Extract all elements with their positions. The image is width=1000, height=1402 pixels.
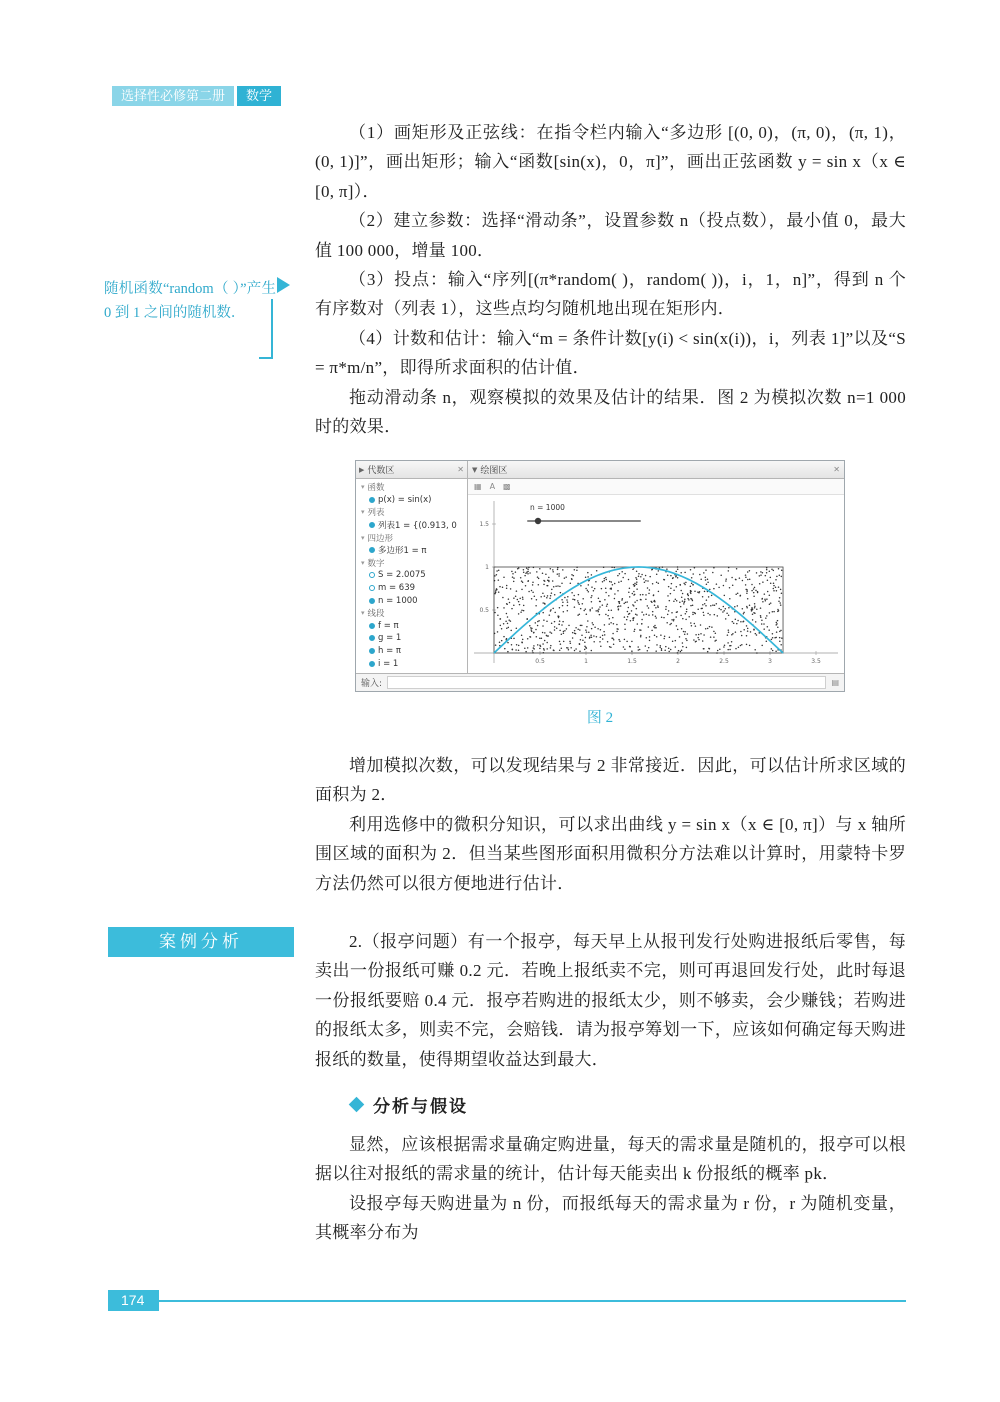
input-bar-label: 输入: (361, 679, 383, 689)
algebra-view-label: 代数区 (367, 466, 395, 476)
geogebra-window (355, 460, 845, 692)
algebra-item[interactable] (356, 594, 467, 607)
algebra-view-panel (356, 479, 468, 673)
paragraph-step-5: 拖动滑动条 n，观察模拟的效果及估计的结果．图 2 为模拟次数 n=1 000 时的效果． (315, 387, 906, 437)
series-badge: 选择性必修第二册 (112, 86, 234, 106)
note-connector-line (259, 299, 273, 359)
visibility-toggle-icon[interactable] (369, 661, 375, 667)
svg-text:2: 2 (676, 658, 680, 665)
visibility-toggle-icon[interactable] (369, 635, 375, 641)
visibility-toggle-icon[interactable] (369, 623, 375, 629)
subject-badge: 数学 (237, 86, 281, 106)
subsection-label: 分析与假设 (373, 1097, 468, 1116)
note-pointer-icon (277, 277, 290, 293)
analysis-text-block (315, 1130, 906, 1248)
color-style-icon[interactable]: ▩ (503, 482, 511, 491)
algebra-item[interactable] (356, 632, 467, 645)
text-style-icon[interactable]: A (489, 482, 496, 491)
page-number: 174 (108, 1290, 159, 1311)
geogebra-titlebar (356, 461, 844, 479)
diamond-bullet-icon (349, 1097, 365, 1113)
algebra-item[interactable] (356, 582, 467, 595)
algebra-item-label: i = 1 (378, 658, 399, 669)
algebra-item-label: f = π (378, 620, 399, 631)
algebra-category[interactable] (356, 557, 467, 570)
graphics-view-title[interactable] (468, 461, 844, 478)
algebra-item[interactable] (356, 645, 467, 658)
figure-caption: 图 2 (586, 710, 614, 726)
algebra-category-label: 线段 (367, 609, 385, 620)
input-menu-icon[interactable]: ▤ (831, 678, 839, 687)
paragraph-step-4: （4）计数和估计：输入“m = 条件计数[y(i) < sin(x(i))，i，列表 1]”以及“S = π*m/n”，即得所求面积的估计值． (315, 328, 906, 378)
algebra-item-label: p(x) = sin(x) (378, 494, 432, 505)
algebra-category[interactable] (356, 607, 467, 620)
collapse-icon[interactable]: ▾ (361, 609, 365, 618)
graphics-stylebar (468, 479, 844, 495)
command-input-field[interactable] (387, 676, 826, 689)
algebra-item[interactable] (356, 494, 467, 507)
algebra-item-label: 列表1 = {(0.913, 0 (378, 521, 457, 532)
algebra-view-title[interactable] (356, 461, 468, 478)
paragraph-analysis-1: 显然，应该根据需求量确定购进量，每天的需求量是随机的，报亭可以根据以往对报纸的需求量的统计，估计每天能卖出 k 份报纸的概率 pk． (315, 1135, 906, 1184)
footer-rule (108, 1300, 906, 1302)
visibility-toggle-icon[interactable] (369, 648, 375, 654)
algebra-item-label: 多边形1 = π (378, 546, 427, 557)
algebra-category-label: 数字 (367, 558, 385, 569)
svg-text:3: 3 (768, 658, 772, 665)
svg-text:1: 1 (485, 564, 489, 572)
close-icon[interactable]: ✕ (457, 465, 464, 474)
case-analysis-box: 案例分析 (108, 927, 294, 957)
problem-text-block (315, 927, 906, 1074)
graphics-view-label: 绘图区 (480, 466, 508, 476)
grid-icon[interactable]: ▦ (474, 482, 482, 491)
visibility-toggle-icon[interactable] (369, 598, 375, 604)
graphics-view-panel (468, 479, 844, 673)
collapse-icon[interactable]: ▾ (361, 533, 365, 542)
algebra-item-label: g = 1 (378, 633, 402, 644)
monte-carlo-plot[interactable] (468, 495, 844, 673)
algebra-item[interactable] (356, 544, 467, 557)
visibility-toggle-icon[interactable] (369, 547, 375, 553)
input-bar[interactable] (356, 673, 844, 691)
paragraph-step-1: （1）画矩形及正弦线：在指令栏内输入“多边形 [(0, 0)，(π, 0)，(π, 1)，(0, 1)]”，画出矩形；输入“函数[sin(x)，0，π]”，画出正弦函数 y = sin x（x ∈ [0, π]）． (315, 123, 906, 201)
algebra-category-label: 四边形 (367, 533, 394, 544)
svg-text:3.5: 3.5 (811, 658, 821, 665)
algebra-category-label: 函数 (367, 483, 385, 494)
algebra-item-label: n = 1000 (378, 595, 418, 606)
paragraph-analysis-2: 设报亭每天购进量为 n 份，而报纸每天的需求量为 r 份，r 为随机变量，其概率分布为 (315, 1193, 906, 1243)
svg-text:1: 1 (584, 658, 588, 665)
algebra-item[interactable] (356, 620, 467, 633)
visibility-toggle-icon[interactable] (369, 522, 375, 528)
svg-text:1.5: 1.5 (479, 521, 489, 529)
collapse-icon[interactable]: ▾ (361, 483, 365, 492)
svg-text:0.5: 0.5 (535, 658, 545, 665)
svg-text:2.5: 2.5 (719, 658, 729, 665)
visibility-toggle-icon[interactable] (369, 585, 375, 591)
result-text-block (315, 751, 906, 898)
svg-text:n = 1000: n = 1000 (530, 503, 565, 512)
algebra-item[interactable] (356, 519, 467, 532)
visibility-toggle-icon[interactable] (369, 572, 375, 578)
collapse-icon[interactable]: ▾ (361, 508, 365, 517)
algebra-category[interactable] (356, 506, 467, 519)
page-header (112, 86, 281, 106)
algebra-category-label: 列表 (367, 508, 385, 519)
algebra-category[interactable] (356, 531, 467, 544)
algebra-item-label: h = π (378, 646, 402, 657)
subsection-heading (351, 1092, 468, 1117)
paragraph-problem: 2.（报亭问题）有一个报亭，每天早上从报刊发行处购进报纸后零售，每卖出一份报纸可赚 0.2 元．若晚上报纸卖不完，则可再退回发行处，此时每退一份报纸要赔 0.4 元．报亭若购进的报纸太少，则不够卖，会少赚钱；若购进的报纸太多，则卖不完，会赔钱．请为报亭筹划一下，应该如何确定每天购进报纸的数量，使得期望收益达到最大． (315, 932, 906, 1069)
paragraph-step-2: （2）建立参数：选择“滑动条”，设置参数 n（投点数），最小值 0，最大值 100 000，增量 100． (315, 211, 906, 260)
steps-text-block (315, 118, 906, 441)
paragraph-step-3: （3）投点：输入“序列[(π*random( )，random( ))，i，1，n]”，得到 n 个有序数对（列表 1），这些点均匀随机地出现在矩形内． (315, 270, 906, 319)
collapse-right-icon[interactable]: ▶ (359, 465, 365, 474)
svg-text:0.5: 0.5 (479, 607, 489, 615)
collapse-down-icon[interactable]: ▼ (472, 465, 478, 474)
svg-text:1.5: 1.5 (627, 658, 637, 665)
geogebra-main (356, 479, 844, 673)
algebra-item[interactable] (356, 569, 467, 582)
figure-2 (355, 460, 845, 727)
paragraph-result-2: 利用选修中的微积分知识，可以求出曲线 y = sin x（x ∈ [0, π]）与 x 轴所围区域的面积为 2．但当某些图形面积用微积分方法难以计算时，用蒙特卡罗方法仍然可以很方便地进行估计． (315, 814, 906, 893)
close-icon[interactable]: ✕ (833, 465, 840, 474)
margin-note: 随机函数“random（ ）”产生 0 到 1 之间的随机数． (104, 281, 276, 321)
algebra-category[interactable] (356, 481, 467, 494)
collapse-icon[interactable]: ▾ (361, 558, 365, 567)
algebra-item-label: S = 2.0075 (378, 570, 426, 581)
visibility-toggle-icon[interactable] (369, 497, 375, 503)
algebra-item-label: m = 639 (378, 583, 416, 594)
algebra-item[interactable] (356, 657, 467, 670)
paragraph-result-1: 增加模拟次数，可以发现结果与 2 非常接近．因此，可以估计所求区域的面积为 2． (315, 756, 906, 805)
